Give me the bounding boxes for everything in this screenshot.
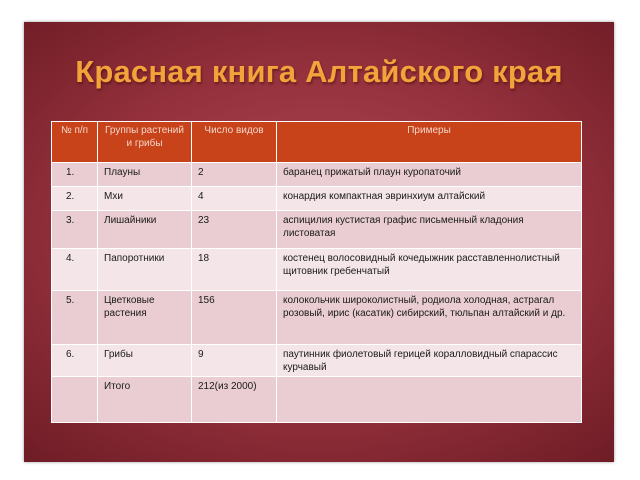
cell-count: 9 [192,345,277,377]
cell-examples: колокольчик широколистный, родиола холодная, астрагал розовый, ирис (касатик) сибирский, тюльпан алтайский и др. [277,291,582,345]
header-group: Группы растений и грибы [98,122,192,163]
cell-examples: конардия компактная эвринхиум алтайский [277,187,582,211]
table-header-row [52,122,582,163]
cell-count: 4 [192,187,277,211]
table-row [52,249,582,291]
cell-num: 4. [52,249,98,291]
header-examples: Примеры [277,122,582,163]
cell-num [52,377,98,423]
header-count: Число видов [192,122,277,163]
cell-group: Мхи [98,187,192,211]
red-book-table-container [51,121,582,423]
cell-num: 2. [52,187,98,211]
cell-group: Лишайники [98,211,192,249]
cell-group: Грибы [98,345,192,377]
cell-count: 2 [192,163,277,187]
cell-num: 6. [52,345,98,377]
cell-group: Папоротники [98,249,192,291]
table-row-total [52,377,582,423]
cell-num: 1. [52,163,98,187]
table-row [52,163,582,187]
slide [24,22,614,462]
cell-examples: аспицилия кустистая графис письменный кладония листоватая [277,211,582,249]
cell-examples: паутинник фиолетовый герицей коралловидный спарассис курчавый [277,345,582,377]
cell-count: 212(из 2000) [192,377,277,423]
cell-count: 23 [192,211,277,249]
cell-num: 3. [52,211,98,249]
table-row [52,211,582,249]
cell-examples: костенец волосовидный кочедыжник расставленнолистный щитовник гребенчатый [277,249,582,291]
slide-title: Красная книга Алтайского края [75,54,563,89]
cell-count: 18 [192,249,277,291]
cell-count: 156 [192,291,277,345]
table-row [52,187,582,211]
header-num: № п/п [52,122,98,163]
table-row [52,291,582,345]
cell-group: Плауны [98,163,192,187]
red-book-table [51,121,582,423]
cell-examples: баранец прижатый плаун куропаточий [277,163,582,187]
table-row [52,345,582,377]
cell-group: Итого [98,377,192,423]
cell-examples [277,377,582,423]
cell-group: Цветковые растения [98,291,192,345]
cell-num: 5. [52,291,98,345]
